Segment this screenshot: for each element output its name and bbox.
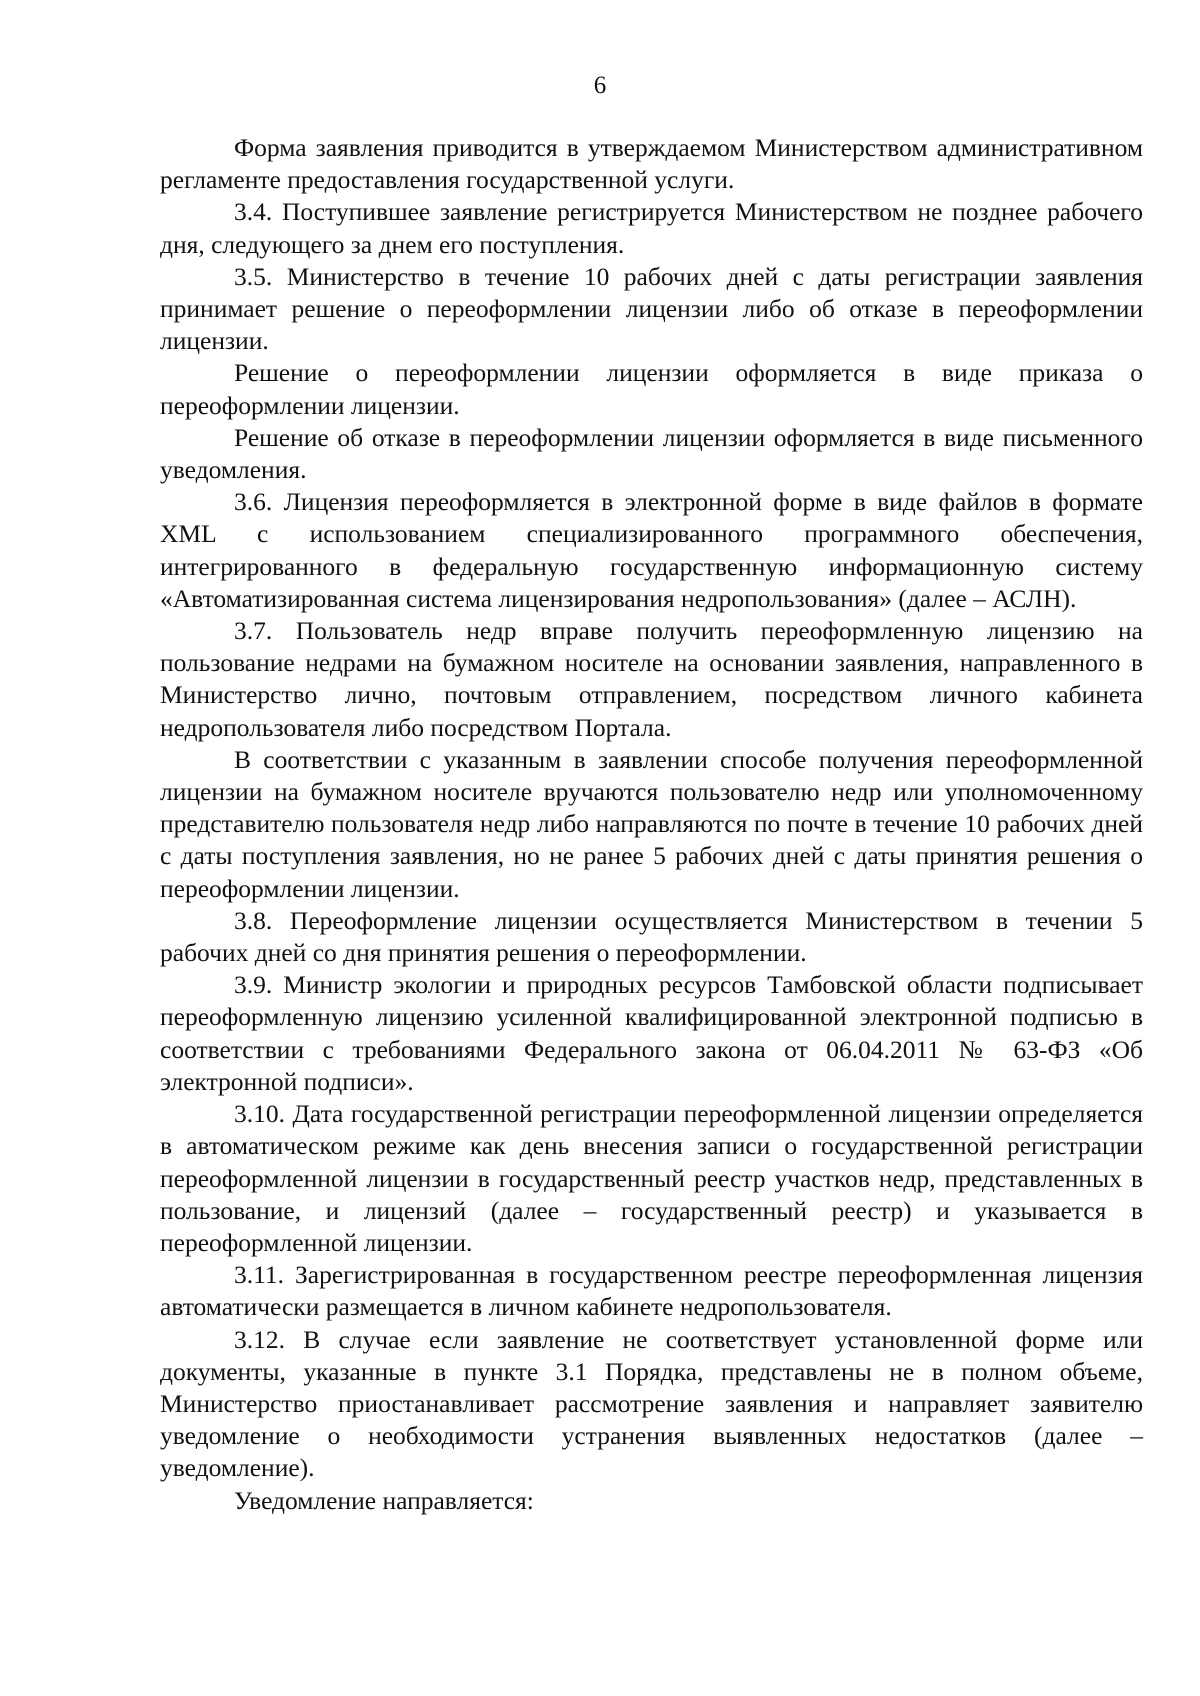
paragraph-3-10: 3.10. Дата государственной регистрации переоформленной лицензии определяется в автоматическом режиме как день внесения записи о государственной регистрации переоформленной лицензии в государственный реестр участков недр, представленных в пользование, и лицензий (далее – государственный реестр) и указывается в переоформленной лицензии. — [160, 1099, 1143, 1257]
paragraph-3-8: 3.8. Переоформление лицензии осуществляется Министерством в течении 5 рабочих дней со дня принятия решения о переоформлении. — [160, 905, 1143, 968]
paragraph-3-11: 3.11. Зарегистрированная в государственном реестре переоформленная лицензия автоматически размещается в личном кабинете недропользователя. — [160, 1260, 1143, 1322]
paragraph-notification-sent: Уведомление направляется: — [234, 1485, 534, 1515]
paragraph-delivery-method: В соответствии с указанным в заявлении способе получения переоформленной лицензии на бумажном носителе вручаются пользователю недр или уполномоченному представителю пользователя недр либо направляются по почте в течение 10 рабочих дней с даты поступления заявления, но не ранее 5 рабочих дней с даты принятия решения о переоформлении лицензии. — [160, 744, 1143, 903]
paragraph-3-9: 3.9. Министр экологии и природных ресурсов Тамбовской области подписывает переоформленную лицензию усиленной квалифицированной электронной подписью в соответствии с требованиями Федерального закона от 06.04.2011 № 63-ФЗ «Об электронной подписи». — [160, 970, 1143, 1096]
paragraph-3-12: 3.12. В случае если заявление не соответствует установленной форме или документы, указанные в пункте 3.1 Порядка, представлены не в полном объеме, Министерство приостанавливает рассмотрение заявления и направляет заявителю уведомление о необходимости устранения выявленных недостатков (далее – уведомление). — [160, 1324, 1143, 1483]
page-number: 6 — [593, 72, 607, 99]
paragraph-application-form: Форма заявления приводится в утверждаемом Министерством административном регламенте предоставления государственной услуги. — [160, 133, 1143, 195]
paragraph-3-4: 3.4. Поступившее заявление регистрируется Министерством не позднее рабочего дня, следующего за днем его поступления. — [160, 197, 1143, 259]
paragraph-decision-refusal: Решение об отказе в переоформлении лицензии оформляется в виде письменного уведомления. — [160, 422, 1143, 485]
paragraph-decision-reissue: Решение о переоформлении лицензии оформляется в виде приказа о переоформлении лицензии. — [160, 358, 1143, 420]
paragraph-3-7: 3.7. Пользователь недр вправе получить переоформленную лицензию на пользование недрами на бумажном носителе на основании заявления, направленного в Министерство лично, почтовым отправлением, посредством личного кабинета недропользователя либо посредством Портала. — [160, 616, 1143, 742]
paragraph-3-6: 3.6. Лицензия переоформляется в электронной форме в виде файлов в формате XML с использованием специализированного программного обеспечения, интегрированного в федеральную государственную информационную систему «Автоматизированная система лицензирования недропользования» (далее – АСЛН). — [160, 487, 1143, 613]
document-body — [160, 132, 1143, 1517]
paragraph-3-5: 3.5. Министерство в течение 10 рабочих дней с даты регистрации заявления принимает решение о переоформлении лицензии либо об отказе в переоформлении лицензии. — [160, 261, 1143, 356]
